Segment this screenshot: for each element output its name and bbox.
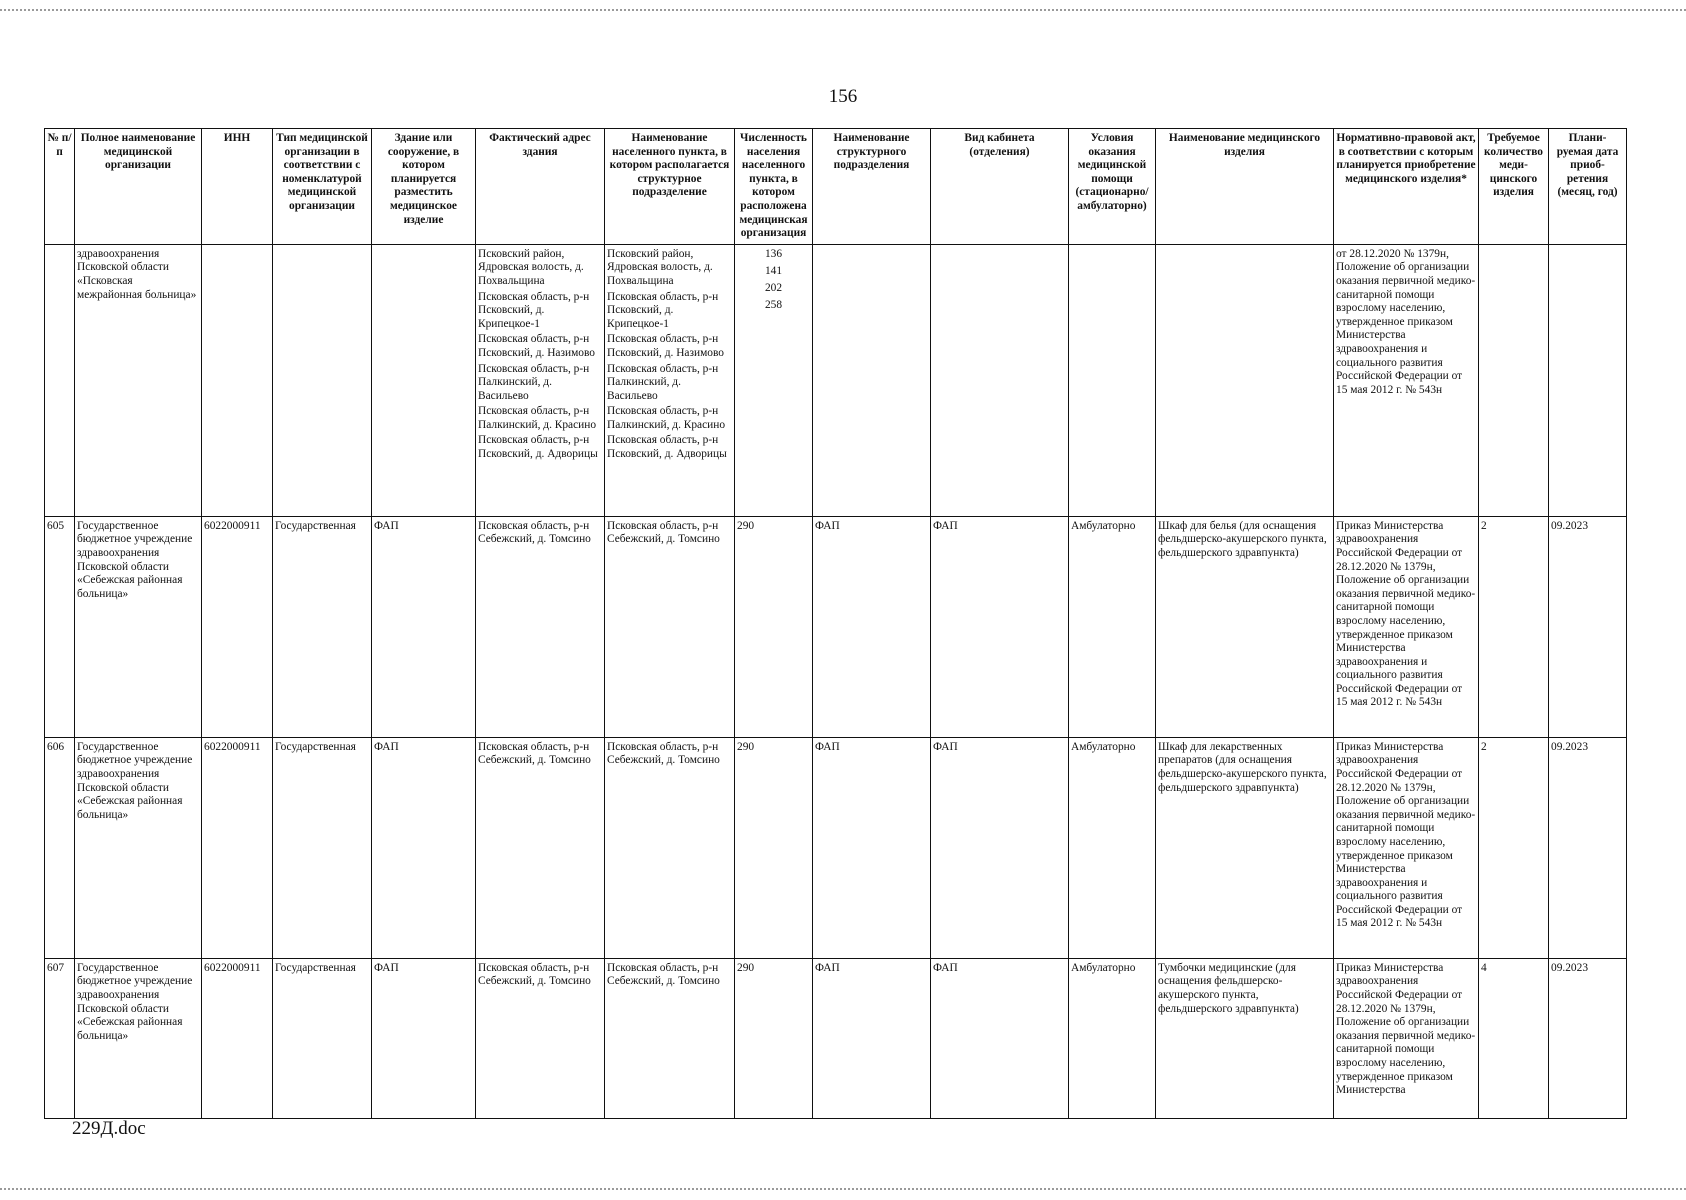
header-cell-inn: ИНН — [202, 129, 273, 245]
cell-cabinet: ФАП — [931, 516, 1069, 737]
cell-act: Приказ Министерства здравоохранения Российской Федерации от 28.12.2020 № 1379н, Положение об организации оказания первичной медико-санитарной помощи взрослому населению, утвержденное приказом Министерства — [1334, 958, 1479, 1118]
cell-cabinet — [931, 244, 1069, 516]
cell-building — [372, 244, 476, 516]
header-cell-cabinet: Вид кабинета (отделения) — [931, 129, 1069, 245]
cell-qty: 2 — [1479, 737, 1549, 958]
header-cell-type: Тип медицинской организации в соответствии с номенклатурой медицинской организации — [273, 129, 372, 245]
header-cell-conditions: Условия оказания медицинской помощи (стационарно/ амбулаторно) — [1069, 129, 1156, 245]
cell-locality: Псковская область, р-н Себежский, д. Томсино — [605, 737, 735, 958]
locality-line: Псковская область, р-н Псковский, д. Назимово — [607, 333, 724, 359]
cell-org: здравоохранения Псковской области «Псковская межрайонная больница» — [75, 244, 202, 516]
address-line: Псковский район, Ядровская волость, д. Похвальщина — [478, 247, 584, 287]
cell-num: 607 — [45, 958, 75, 1118]
cell-cabinet: ФАП — [931, 958, 1069, 1118]
cell-act: от 28.12.2020 № 1379н, Положение об организации оказания первичной медико-санитарной помощи взрослому населению, утвержденное приказом Министерства здравоохранения и социального развития Российской Федерации от 15 мая 2012 г. № 543н — [1334, 244, 1479, 516]
cell-type — [273, 244, 372, 516]
cell-address: Псковская область, р-н Себежский, д. Томсино — [476, 958, 605, 1118]
table-row — [45, 737, 1627, 958]
header-cell-address: Фактический адрес здания — [476, 129, 605, 245]
header-cell-building: Здание или сооружение, в котором планируется разместить медицинское изделие — [372, 129, 476, 245]
page-number: 156 — [828, 86, 858, 107]
cell-conditions: Амбулаторно — [1069, 958, 1156, 1118]
cell-cabinet: ФАП — [931, 737, 1069, 958]
cell-qty — [1479, 244, 1549, 516]
header-cell-act: Нормативно-правовой акт, в соответствии с которым планируется приобретение медицинского изделия* — [1334, 129, 1479, 245]
cell-qty: 2 — [1479, 516, 1549, 737]
cell-locality — [605, 244, 735, 516]
cell-act: Приказ Министерства здравоохранения Российской Федерации от 28.12.2020 № 1379н, Положение об организации оказания первичной медико-санитарной помощи взрослому населению, утвержденное приказом Министерства здравоохранения и социального развития Российской Федерации от 15 мая 2012 г. № 543н — [1334, 516, 1479, 737]
cell-inn — [202, 244, 273, 516]
population-value: 202 — [764, 281, 783, 294]
cell-subdivision: ФАП — [813, 958, 931, 1118]
cell-inn: 6022000911 — [202, 516, 273, 737]
cell-type: Государственная — [273, 516, 372, 737]
cell-device: Тумбочки медицинские (для оснащения фельдшерско-акушерского пункта, фельдшерского здравпункта) — [1156, 958, 1334, 1118]
footer-filename: 229Д.doc — [72, 1118, 146, 1139]
address-line: Псковская область, р-н Палкинский, д. Васильево — [478, 362, 590, 402]
cell-building: ФАП — [372, 737, 476, 958]
cell-org: Государственное бюджетное учреждение здравоохранения Псковской области «Себежская районная больница» — [75, 737, 202, 958]
scan-edge-top — [0, 0, 1686, 11]
population-value: 136 — [764, 247, 783, 260]
cell-address: Псковская область, р-н Себежский, д. Томсино — [476, 737, 605, 958]
locality-line: Псковская область, р-н Палкинский, д. Красино — [607, 405, 726, 431]
cell-device — [1156, 244, 1334, 516]
scan-edge-bottom — [0, 1188, 1686, 1196]
cell-address: Псковская область, р-н Себежский, д. Томсино — [476, 516, 605, 737]
address-line: Псковская область, р-н Псковский, д. Крипецкое-1 — [478, 290, 590, 330]
cell-type: Государственная — [273, 958, 372, 1118]
header-cell-locality: Наименование населенного пункта, в котором располагается структурное подразделение — [605, 129, 735, 245]
cell-conditions: Амбулаторно — [1069, 516, 1156, 737]
address-line: Псковская область, р-н Псковский, д. Адворицы — [478, 434, 598, 461]
locality-line: Псковская область, р-н Псковский, д. Крипецкое-1 — [607, 290, 719, 330]
cell-num — [45, 244, 75, 516]
table-row — [45, 516, 1627, 737]
cell-date: 09.2023 — [1549, 958, 1627, 1118]
cell-date — [1549, 244, 1627, 516]
cell-act: Приказ Министерства здравоохранения Российской Федерации от 28.12.2020 № 1379н, Положение об организации оказания первичной медико-санитарной помощи взрослому населению, утвержденное приказом Министерства здравоохранения и социального развития Российской Федерации от 15 мая 2012 г. № 543н — [1334, 737, 1479, 958]
locality-line: Псковская область, р-н Псковский, д. Адворицы — [607, 434, 727, 461]
cell-population: 290 — [735, 958, 813, 1118]
cell-building: ФАП — [372, 516, 476, 737]
address-line: Псковская область, р-н Палкинский, д. Красино — [478, 405, 597, 431]
cell-type: Государственная — [273, 737, 372, 958]
cell-address — [476, 244, 605, 516]
cell-org: Государственное бюджетное учреждение здравоохранения Псковской области «Себежская районная больница» — [75, 958, 202, 1118]
equipment-table — [44, 128, 1627, 1119]
cell-building: ФАП — [372, 958, 476, 1118]
cell-num: 605 — [45, 516, 75, 737]
table-row — [45, 958, 1627, 1118]
cell-conditions: Амбулаторно — [1069, 737, 1156, 958]
cell-qty: 4 — [1479, 958, 1549, 1118]
table-row-continuation — [45, 244, 1627, 516]
table-header-row — [45, 129, 1627, 245]
header-cell-device: Наименование медицинского изделия — [1156, 129, 1334, 245]
cell-subdivision: ФАП — [813, 516, 931, 737]
locality-line: Псковский район, Ядровская волость, д. Похвальщина — [607, 247, 713, 287]
header-cell-org: Полное наименование медицинской организации — [75, 129, 202, 245]
cell-locality: Псковская область, р-н Себежский, д. Томсино — [605, 516, 735, 737]
cell-subdivision — [813, 244, 931, 516]
cell-device: Шкаф для лекарственных препаратов (для оснащения фельдшерско-акушерского пункта, фельдшерского здравпункта) — [1156, 737, 1334, 958]
cell-population — [735, 244, 813, 516]
cell-population: 290 — [735, 737, 813, 958]
address-line: Псковская область, р-н Псковский, д. Назимово — [478, 333, 595, 359]
header-cell-subdivision: Наименование структурного подразделения — [813, 129, 931, 245]
cell-population: 290 — [735, 516, 813, 737]
header-cell-population: Численность населения населенного пункта, в котором расположена медицинская организация — [735, 129, 813, 245]
cell-num: 606 — [45, 737, 75, 958]
cell-inn: 6022000911 — [202, 737, 273, 958]
cell-inn: 6022000911 — [202, 958, 273, 1118]
cell-subdivision: ФАП — [813, 737, 931, 958]
locality-line: Псковская область, р-н Палкинский, д. Васильево — [607, 362, 719, 402]
header-cell-num: № п/п — [45, 129, 75, 245]
cell-conditions — [1069, 244, 1156, 516]
cell-date: 09.2023 — [1549, 737, 1627, 958]
header-cell-date: Плани-руемая дата приоб-ретения (месяц, год) — [1549, 129, 1627, 245]
cell-date: 09.2023 — [1549, 516, 1627, 737]
population-value: 141 — [764, 264, 783, 277]
header-cell-qty: Требуемое количество меди-цинского изделия — [1479, 129, 1549, 245]
cell-org: Государственное бюджетное учреждение здравоохранения Псковской области «Себежская районная больница» — [75, 516, 202, 737]
cell-locality: Псковская область, р-н Себежский, д. Томсино — [605, 958, 735, 1118]
cell-device: Шкаф для белья (для оснащения фельдшерско-акушерского пункта, фельдшерского здравпункта) — [1156, 516, 1334, 737]
population-value: 258 — [764, 298, 783, 311]
